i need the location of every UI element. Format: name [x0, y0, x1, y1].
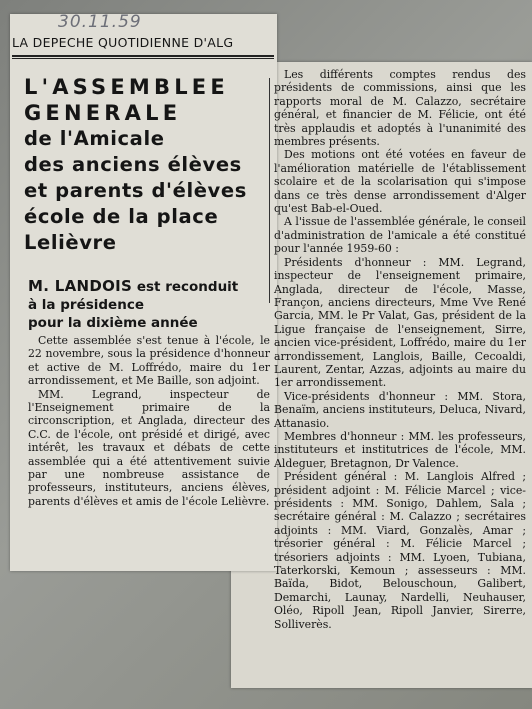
article-headline	[24, 74, 274, 256]
masthead-rule	[12, 55, 274, 57]
headline-line-1: L'ASSEMBLEE	[24, 75, 229, 99]
body-paragraph: Cette assemblée s'est tenue à l'école, le 22 novembre, sous la présidence d'honneur et active de M. Loffrédo, maire du 1er arrondissement, et Me Baille, son adjoint.	[28, 334, 270, 388]
headline-line-4: des anciens élèves	[24, 153, 242, 176]
article-body-left	[28, 334, 270, 508]
handwritten-date: 30.11.59	[58, 12, 142, 32]
body-paragraph: Présidents d'honneur : MM. Legrand, inspecteur de l'enseignement primaire, Anglada, directeur de l'école, Masse, Françon, anciens directeurs, Mme Vve René Garcia, MM. le Pr Valat, Gas, président de la Ligue française de l'enseignement, Sirre, ancien vice-président, Loffrédo, maire du 1er arrondissement, Langlois, Baille, Cecoaldi, Laurent, Zentar, Azzas, adjoints au maire du 1er arrondissement.	[274, 255, 526, 390]
headline-line-7: Lelièvre	[24, 231, 117, 254]
headline-line-2: GENERALE	[24, 101, 182, 125]
subheadline-line-1	[28, 277, 274, 296]
body-paragraph: A l'issue de l'assemblée générale, le conseil d'administration de l'amicale a été constitué pour l'année 1959-60 :	[274, 215, 526, 256]
subheadline-line-2: à la présidence	[28, 297, 144, 313]
article-body-right	[274, 68, 526, 631]
headline-line-3: de l'Amicale	[24, 127, 165, 150]
body-paragraph: Des motions ont été votées en faveur de l'amélioration matérielle de l'établissement scolaire et de la scolarisation qui s'impose dans ce très dense arrondissement d'Alger qu'est Bab-el-Oued.	[274, 148, 526, 216]
column-rule	[269, 78, 270, 303]
body-paragraph: Membres d'honneur : MM. les professeurs, instituteurs et institutrices de l'école, MM. Aldeguer, Bretagnon, Dr Valence.	[274, 429, 526, 470]
masthead-rule-thin	[12, 58, 274, 59]
headline-line-5: et parents d'élèves	[24, 179, 247, 202]
newspaper-masthead: LA DEPECHE QUOTIDIENNE D'ALG	[12, 35, 234, 50]
subheadline-line-3: pour la dixième année	[28, 315, 198, 331]
subheadline-line-1-rest: est reconduit	[136, 279, 239, 295]
headline-line-6: école de la place	[24, 205, 219, 228]
subheadline-name: M. LANDOIS	[28, 277, 133, 295]
body-paragraph: Les différents comptes rendus des présidents de commissions, ainsi que les rapports moral de M. Calazzo, secrétaire général, et financier de M. Félicie, ont été très applaudis et adoptés à l'unanimité des membres présents.	[274, 68, 526, 149]
body-paragraph: Vice-présidents d'honneur : MM. Stora, Benaïm, anciens instituteurs, Deluca, Nivard, Attanasio.	[274, 389, 526, 430]
article-subheadline	[28, 277, 274, 332]
body-paragraph: Président général : M. Langlois Alfred ; président adjoint : M. Félicie Marcel ; vice-présidents : MM. Sonigo, Dahlem, Sala ; secrétaire général : M. Calazzo ; secrétaires adjoints : MM. Viard, Gonzalès, Amar ; trésorier général : M. Félicie Marcel ; trésoriers adjoints : MM. Lyoen, Tubiana, Taterkorski, Kemoun ; assesseurs : MM. Baïda, Bidot, Belouschoun, Galibert, Demarchi, Launay, Nardelli, Neuhauser, Oléo, Ripoll Jean, Ripoll Janvier, Sirerre, Solliverès.	[274, 470, 526, 631]
body-paragraph: MM. Legrand, inspecteur de l'Enseignement primaire de la circonscription, et Anglada, directeur des C.C. de l'école, ont présidé et dirigé, avec intérêt, les travaux et débats de cette assemblée qui a été attentivement suivie par une nombreuse assistance de professeurs, instituteurs, anciens élèves, parents d'élèves et amis de l'école Lelièvre.	[28, 387, 270, 508]
